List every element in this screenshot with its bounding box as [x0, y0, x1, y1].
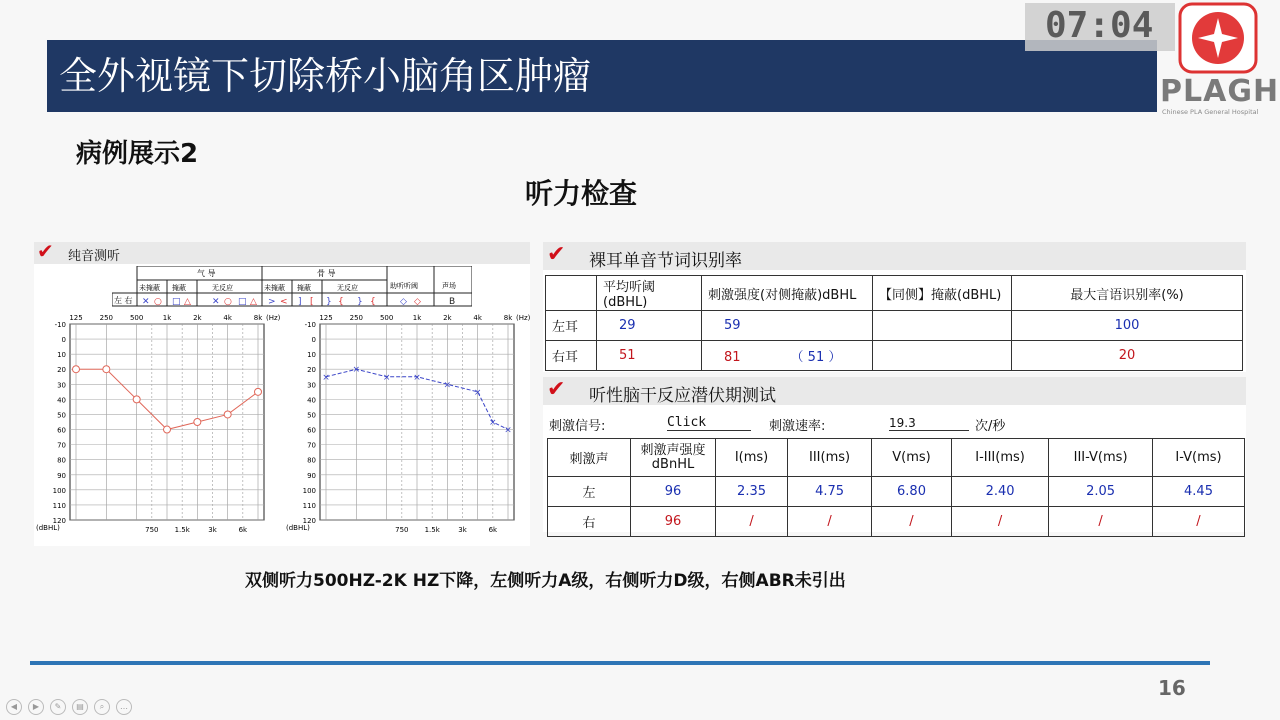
slide-title: 全外视镜下切除桥小脑角区肿瘤: [59, 54, 592, 98]
right-data-point: [194, 419, 201, 426]
col-I: I(ms): [716, 439, 788, 477]
svg-text:✕: ✕: [142, 297, 150, 307]
abr-row-right: [548, 507, 1245, 537]
speech-row-right: [546, 341, 1243, 371]
footer-divider: [30, 661, 1210, 665]
audiogram-panel: [34, 239, 530, 546]
speech-header: [543, 242, 1246, 270]
left-freq-tick: 1k: [412, 314, 422, 322]
abr-table-header: [548, 439, 1245, 477]
right-data-point: [255, 388, 262, 395]
left-freq-tick: 125: [319, 314, 333, 322]
svg-text:[: [: [310, 297, 314, 307]
intensity-value: 96: [631, 477, 716, 507]
svg-text:{: {: [338, 297, 344, 307]
svg-text:△: △: [250, 297, 257, 307]
wave-V: 6.80: [872, 477, 952, 507]
side-label: 右: [548, 507, 631, 537]
left-freq-tick-bottom: 3k: [458, 526, 467, 534]
stim-value: [702, 311, 873, 341]
left-data-point: ×: [504, 425, 512, 436]
logo-subtitle: Chinese PLA General Hospital: [1162, 108, 1259, 116]
left-freq-tick: 2k: [443, 314, 452, 322]
right-freq-tick: 125: [69, 314, 83, 322]
legend-bone-noresp: 无反应: [337, 284, 358, 292]
wave-III: 4.75: [788, 477, 872, 507]
right-db-tick: 120: [52, 517, 66, 525]
left-data-point: ×: [382, 372, 391, 383]
hospital-logo: [1160, 2, 1278, 122]
hearing-summary: 双侧听力500HZ-2K HZ下降，左侧听力A级，右侧听力D级，右侧ABR未引出: [245, 571, 846, 591]
abr-table: [547, 438, 1245, 537]
timestamp-text: 07:04: [1045, 5, 1154, 46]
left-db-tick: 60: [307, 426, 316, 435]
left-db-tick: 100: [302, 486, 316, 495]
signal-label: 刺激信号:: [549, 419, 606, 434]
speech-table-header: [546, 276, 1243, 311]
right-db-tick: 110: [52, 501, 66, 510]
stim-intensity: 81: [724, 350, 741, 365]
left-freq-tick: 8k: [503, 314, 513, 322]
wave-V: /: [872, 507, 952, 537]
col-III-V: III-V(ms): [1049, 439, 1153, 477]
pen-icon[interactable]: ✎: [50, 699, 66, 715]
svg-text:{: {: [370, 297, 376, 307]
right-freq-tick-bottom: 3k: [208, 526, 217, 534]
interval-I-V: /: [1153, 507, 1245, 537]
left-db-tick: 40: [307, 396, 316, 405]
col-I-V: I-V(ms): [1153, 439, 1245, 477]
col-stim: 刺激强度(对侧掩蔽)dBHL: [702, 276, 873, 311]
right-db-tick: 90: [57, 471, 66, 480]
right-freq-tick: 1k: [162, 314, 172, 322]
wave-III: /: [788, 507, 872, 537]
audiogram-header-label: 纯音测听: [68, 249, 121, 264]
pta-value: 51: [597, 341, 702, 371]
same-side-value: [873, 341, 1012, 371]
left-db-tick: -10: [304, 321, 316, 329]
abr-panel: [543, 377, 1246, 532]
speech-row-left: [546, 311, 1243, 341]
stim-mask: （ 51 ）: [790, 350, 842, 365]
checkmark-icon: ✔: [547, 377, 566, 402]
left-data-point: ×: [352, 365, 361, 376]
left-db-tick: 70: [307, 441, 316, 450]
svg-text:B: B: [449, 297, 456, 307]
right-freq-unit: (Hz): [266, 314, 281, 322]
max-value: 20: [1012, 341, 1243, 371]
ear-label: 右耳: [546, 341, 597, 371]
right-db-tick: 0: [61, 336, 66, 345]
right-db-tick: 10: [57, 351, 66, 360]
svg-text:△: △: [184, 297, 191, 307]
right-freq-tick-bottom: 1.5k: [174, 526, 190, 534]
slideshow-toolbar: [2, 697, 152, 717]
rate-label: 刺激速率:: [769, 419, 826, 434]
checkmark-icon: ✔: [37, 239, 54, 263]
col-V: V(ms): [872, 439, 952, 477]
interval-I-III: 2.40: [951, 477, 1048, 507]
right-db-tick: -10: [54, 321, 66, 329]
right-freq-tick-bottom: 6k: [238, 526, 248, 534]
left-freq-tick-bottom: 750: [395, 526, 409, 534]
logo-emblem-icon: [1160, 2, 1278, 74]
zoom-icon[interactable]: ⌕: [94, 699, 110, 715]
col-III: III(ms): [788, 439, 872, 477]
stim-value: [702, 341, 873, 371]
left-db-unit: (dBHL): [286, 524, 310, 532]
legend-bone: 骨 导: [317, 269, 336, 278]
legend-air: 气 导: [197, 269, 216, 278]
abr-header: [543, 377, 1246, 405]
rate-unit: 次/秒: [975, 419, 1006, 434]
right-freq-tick: 2k: [193, 314, 202, 322]
col-max: 最大言语识别率(%): [1012, 276, 1243, 311]
legend-aid: 助听听阈: [390, 282, 418, 290]
right-db-tick: 50: [57, 411, 66, 420]
audiogram-header: [34, 239, 530, 264]
max-value: 100: [1012, 311, 1243, 341]
svg-text:□: □: [238, 297, 247, 307]
right-db-tick: 60: [57, 426, 66, 435]
next-icon[interactable]: ▶: [28, 699, 44, 715]
ear-label: 左耳: [546, 311, 597, 341]
col-pta: 平均听阈(dBHL): [597, 276, 702, 311]
abr-row-left: [548, 477, 1245, 507]
right-data-point: [164, 426, 171, 433]
left-freq-tick: 4k: [473, 314, 482, 322]
wave-I: /: [716, 507, 788, 537]
right-data-point: [224, 411, 231, 418]
page-number: 16: [1158, 676, 1186, 700]
right-db-tick: 20: [57, 366, 66, 375]
col-stimulus: 刺激声: [548, 439, 631, 477]
left-freq-tick-bottom: 1.5k: [424, 526, 440, 534]
side-label: 左: [548, 477, 631, 507]
left-data-point: ×: [413, 372, 421, 383]
left-data-point: ×: [489, 418, 497, 428]
svg-text:>: >: [268, 297, 276, 307]
section-title: 听力检查: [525, 177, 638, 210]
right-data-point: [73, 366, 80, 373]
svg-text:}: }: [326, 297, 332, 307]
left-db-tick: 90: [307, 471, 316, 480]
pta-value: 29: [597, 311, 702, 341]
svg-text:◇: ◇: [400, 297, 407, 307]
interval-I-III: /: [951, 507, 1048, 537]
right-db-tick: 80: [57, 456, 66, 465]
logo-text: PLAGH: [1160, 74, 1280, 109]
speech-table: [545, 275, 1243, 371]
more-icon[interactable]: …: [116, 699, 132, 715]
col-intensity: 刺激声强度 dBnHL: [631, 439, 716, 477]
right-data-point: [103, 366, 110, 373]
svg-text:○: ○: [154, 297, 162, 307]
legend-bone-unmasked: 未掩蔽: [264, 284, 285, 292]
svg-text:]: ]: [298, 297, 302, 307]
audiogram-left-ear: [284, 310, 530, 546]
speech-header-label: 裸耳单音节词识别率: [589, 251, 742, 271]
rate-value: 19.3: [889, 416, 969, 431]
right-data-point: [133, 396, 140, 403]
svg-text:}: }: [357, 297, 363, 307]
slides-icon[interactable]: ▤: [72, 699, 88, 715]
legend-left-right: 左 右: [114, 296, 133, 305]
svg-text:○: ○: [224, 297, 232, 307]
left-freq-unit: (Hz): [516, 314, 530, 322]
left-freq-tick: 500: [379, 314, 394, 322]
legend-air-masked: 掩蔽: [172, 284, 186, 292]
slide-title-bar: [47, 40, 1157, 112]
right-freq-tick: 500: [129, 314, 144, 322]
legend-bone-masked: 掩蔽: [297, 284, 311, 292]
checkmark-icon: ✔: [547, 242, 566, 267]
audiogram-legend: [112, 266, 472, 308]
right-db-tick: 100: [52, 486, 66, 495]
interval-I-V: 4.45: [1153, 477, 1245, 507]
right-freq-tick: 4k: [223, 314, 232, 322]
right-freq-tick: 250: [99, 314, 114, 322]
legend-field: 声场: [442, 282, 456, 290]
right-db-tick: 40: [57, 396, 66, 405]
left-db-tick: 10: [307, 351, 316, 360]
left-data-point: ×: [473, 387, 482, 398]
left-db-tick: 30: [307, 381, 316, 390]
interval-III-V: /: [1049, 507, 1153, 537]
interval-III-V: 2.05: [1049, 477, 1153, 507]
case-label: 病例展示2: [76, 139, 199, 169]
stim-intensity: 59: [724, 318, 741, 333]
speech-panel: [543, 242, 1246, 372]
col-same-side: 【同侧】掩蔽(dBHL): [873, 276, 1012, 311]
right-freq-tick: 8k: [253, 314, 263, 322]
wave-I: 2.35: [716, 477, 788, 507]
left-freq-tick-bottom: 6k: [488, 526, 498, 534]
right-db-tick: 30: [57, 381, 66, 390]
left-db-tick: 110: [302, 501, 316, 510]
svg-text:✕: ✕: [212, 297, 220, 307]
right-freq-tick-bottom: 750: [145, 526, 159, 534]
legend-air-unmasked: 未掩蔽: [139, 284, 160, 292]
signal-value: Click: [667, 415, 751, 431]
svg-text:◇: ◇: [414, 297, 421, 307]
left-freq-tick: 250: [349, 314, 364, 322]
legend-air-noresp: 无反应: [212, 284, 233, 292]
previous-icon[interactable]: ◀: [6, 699, 22, 715]
same-side-value: [873, 311, 1012, 341]
left-data-point: ×: [322, 372, 330, 383]
left-db-tick: 120: [302, 517, 316, 525]
svg-text:□: □: [172, 297, 181, 307]
left-db-tick: 0: [311, 336, 316, 345]
col-I-III: I-III(ms): [951, 439, 1048, 477]
svg-text:<: <: [280, 297, 288, 307]
left-db-tick: 80: [307, 456, 316, 465]
intensity-value: 96: [631, 507, 716, 537]
left-db-tick: 50: [307, 411, 316, 420]
right-db-tick: 70: [57, 441, 66, 450]
video-timestamp: [1025, 3, 1175, 51]
left-data-point: ×: [443, 380, 452, 391]
abr-header-label: 听性脑干反应潜伏期测试: [589, 386, 776, 406]
left-db-tick: 20: [307, 366, 316, 375]
right-db-unit: (dBHL): [36, 524, 60, 532]
audiogram-right-ear: [34, 310, 284, 546]
